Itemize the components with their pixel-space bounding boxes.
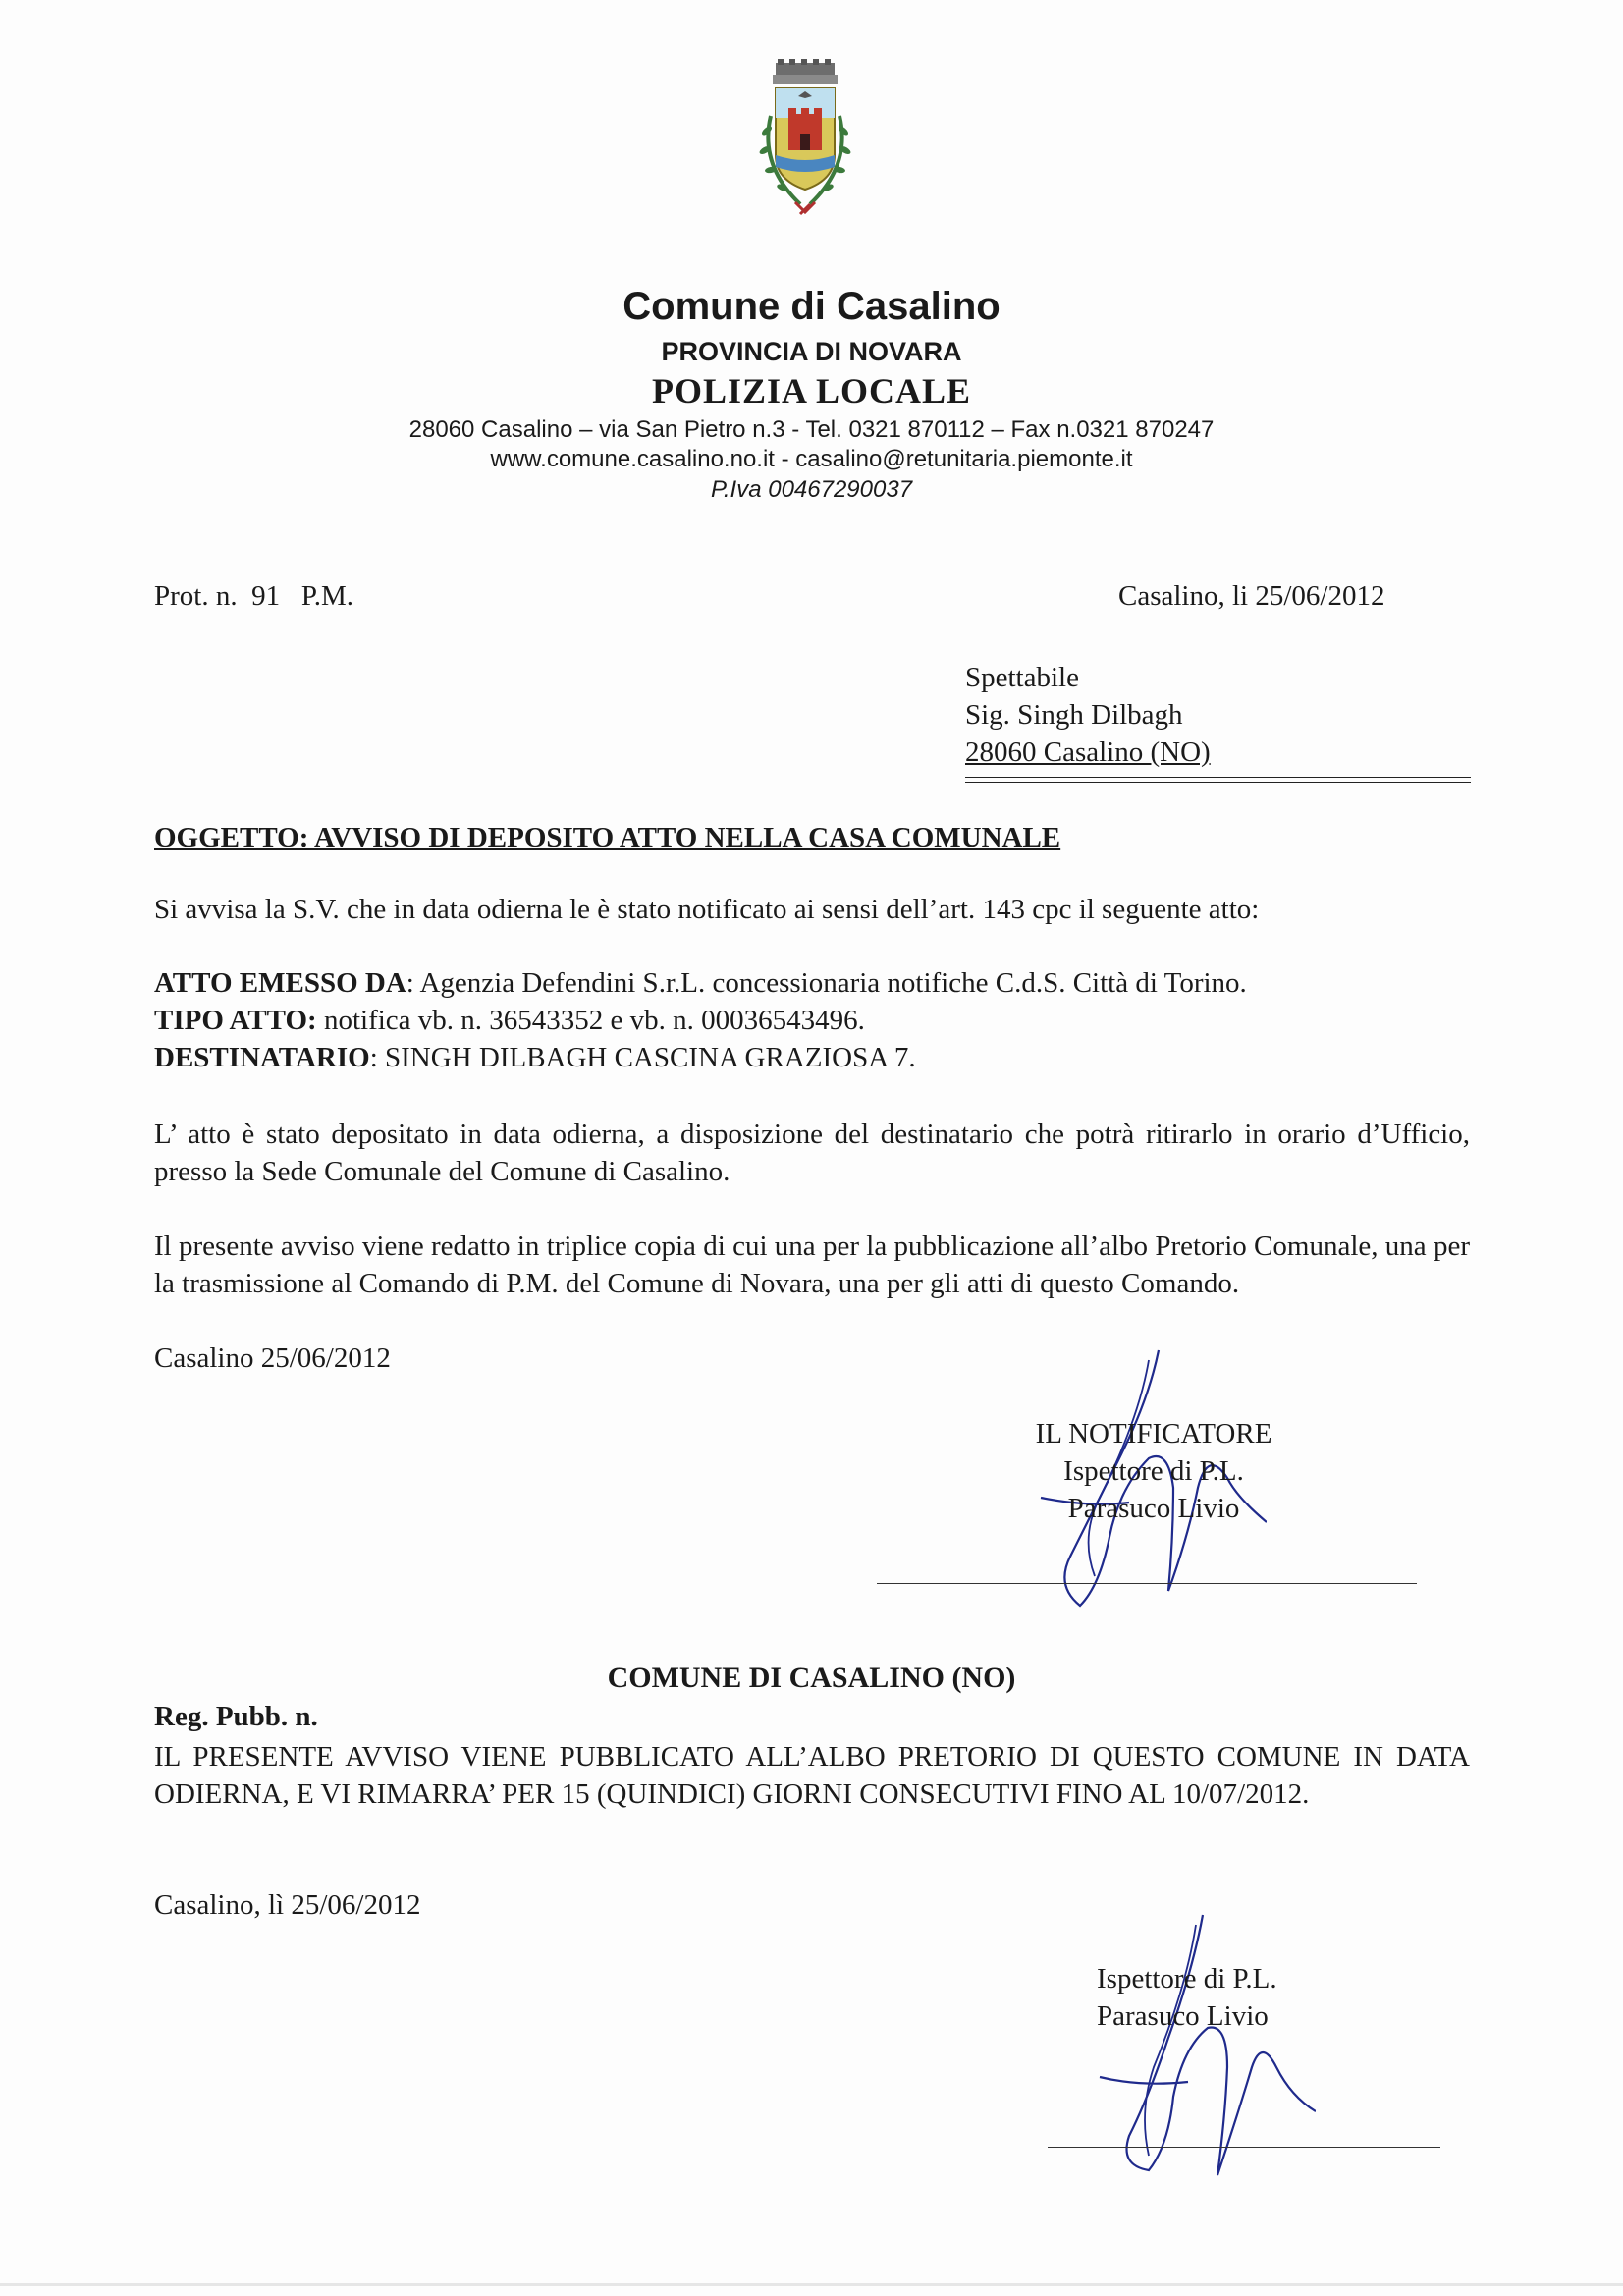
scan-edge — [0, 2283, 1623, 2286]
recipient-name: Sig. Singh Dilbagh — [965, 699, 1183, 731]
recipient-salutation: Spettabile — [965, 662, 1079, 693]
divider — [965, 777, 1471, 778]
atto-emesso-value: : Agenzia Defendini S.r.L. concessionaria notifiche C.d.S. Città di Torino. — [406, 967, 1247, 999]
signature-line — [877, 1583, 1417, 1584]
reg-pubb-label: Reg. Pubb. n. — [154, 1701, 318, 1732]
header-comune: Comune di Casalino — [622, 285, 1001, 328]
copies-paragraph: Il presente avviso viene redatto in triplice copia di cui una per la pubblicazione all’albo Pretorio Comunale, una per la trasmissione al Comando di P.M. del Comune di Novara, una per gli atti di questo Comando. — [154, 1230, 1470, 1299]
protocol-number: Prot. n. 91 P.M. — [154, 580, 354, 612]
atto-emesso-line — [154, 964, 1470, 1002]
signature-block-notificatore — [992, 1415, 1316, 1527]
subject-heading: OGGETTO: AVVISO DI DEPOSITO ATTO NELLA CASA COMUNALE — [154, 822, 1061, 853]
destinatario-line — [154, 1039, 1470, 1076]
date-line: Casalino 25/06/2012 — [154, 1342, 391, 1374]
intro-paragraph: Si avvisa la S.V. che in data odierna le è stato notificato ai sensi dell’art. 143 cpc il seguente atto: — [154, 894, 1260, 925]
deposit-paragraph: L’ atto è stato depositato in data odierna, a disposizione del destinatario che potrà ritirarlo in orario d’Ufficio, presso la Sede Comunale del Comune di Casalino. — [154, 1119, 1470, 1187]
publication-date-line: Casalino, lì 25/06/2012 — [154, 1889, 421, 1921]
tipo-atto-value: notifica vb. n. 36543352 e vb. n. 00036543496. — [316, 1005, 865, 1036]
header-piva: P.Iva 00467290037 — [710, 476, 913, 503]
signature-line — [1048, 2147, 1440, 2148]
atto-emesso-label: ATTO EMESSO DA — [154, 967, 406, 999]
signature-title: Ispettore di P.L. — [1063, 1455, 1244, 1487]
divider — [965, 782, 1471, 783]
signature-block-ispettore — [1097, 1960, 1277, 2035]
header-provincia: PROVINCIA DI NOVARA — [661, 337, 962, 366]
coat-of-arms-icon — [731, 57, 879, 232]
place-date: Casalino, li 25/06/2012 — [1118, 580, 1385, 612]
destinatario-value: : SINGH DILBAGH CASCINA GRAZIOSA 7. — [369, 1042, 916, 1073]
recipient-block — [965, 659, 1211, 771]
signature-name: Parasuco Livio — [1067, 1493, 1240, 1524]
header-web-email: www.comune.casalino.no.it - casalino@retunitaria.piemonte.it — [490, 446, 1133, 472]
tipo-atto-line — [154, 1002, 1470, 1039]
publication-heading: COMUNE DI CASALINO (NO) — [607, 1662, 1016, 1694]
destinatario-label: DESTINATARIO — [154, 1042, 370, 1073]
signature-name: Parasuco Livio — [1097, 2000, 1269, 2032]
header-polizia-locale: POLIZIA LOCALE — [651, 371, 972, 410]
recipient-address: 28060 Casalino (NO) — [965, 737, 1211, 768]
signature-title: Ispettore di P.L. — [1097, 1963, 1277, 1995]
signature-role: IL NOTIFICATORE — [1035, 1418, 1272, 1449]
handwritten-signature — [1070, 1900, 1316, 2185]
atto-details — [154, 964, 1470, 1076]
tipo-atto-label: TIPO ATTO: — [154, 1005, 317, 1036]
publication-text: IL PRESENTE AVVISO VIENE PUBBLICATO ALL’ALBO PRETORIO DI QUESTO COMUNE IN DATA ODIERNA, E VI RIMARRA’ PER 15 (QUINDICI) GIORNI CONSECUTIVI FINO AL 10/07/2012. — [154, 1741, 1470, 1810]
header-address: 28060 Casalino – via San Pietro n.3 - Tel. 0321 870112 – Fax n.0321 870247 — [408, 416, 1215, 443]
